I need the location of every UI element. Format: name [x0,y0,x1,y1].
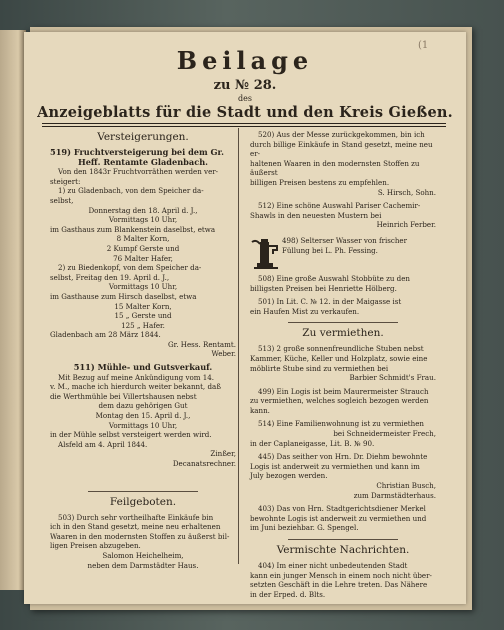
notice-508: 508) Eine große Auswahl Stobbüte zu den billigsten Preisen bei Henriette Hölberg. [250,273,410,293]
issue-number: zu № 28. [213,78,277,93]
newspaper-page [24,32,466,604]
section-heading: Feilgeboten. [109,495,177,508]
section-separator [288,539,398,540]
notice-445: 445) Das seither von Hrn. Dr. Diehm bewohnte Logis ist anderweit zu vermiethen und kann im July bezogen werden. Christian Busch, zum Darmstädterhaus. [250,452,436,500]
notice-404: 404) Im einer nicht unbedeutenden Stadt kann ein junger Mensch in einem noch nicht über- setzten Geschäft in die Lehre treten. Das Nähere in der Erped. d. Blts. [250,561,432,599]
left-column [50,130,236,570]
notice-403: 403) Das von Hrn. Stadtgerichtsdiener Merkel bewohnte Logis ist anderweit zu vermiethen und im Juni beziehbar. G. Spengel. [250,504,427,533]
notice-498-text: 498) Selterser Wasser von frischer Füllung bei L. Ph. Fessing. [282,235,407,255]
header-rule-thin [42,126,446,127]
notice-514: 514) Eine Familienwohnung ist zu vermiethen bei Schneidermeister Frech, in der Caplaneigasse, Lit. B. № 90. [250,419,436,448]
notice-519: 519) Fruchtversteigerung bei dem Gr. Heff. Rentamte Gladenbach. Von den 1843r Fruchtvorräthen werden ver- steigert: 1) zu Gladenbach, von dem Speicher da- selbst, Donnerstag den 18. April d. J., Vormittags 10 Uhr, im Gasthaus zum Blankenstein daselbst, etwa 8 Malter Korn, 2 Kumpf Gerste und 76 Malter Hafer, 2) zu Biedenkopf, von dem Speicher da- selbst, Freitag den 19. April d. J., Vormittags 10 Uhr, im Gasthause zum Hirsch daselbst, etwa 15 Malter Korn, 15 „ Gerste und 125 „ Hafer. Gladenbach am 28 März 1844. Gr. Hess. Rentamt. Weber. [50,147,236,359]
notice-501: 501) In Lit. C. № 12. in der Maigasse ist ein Haufen Mist zu verkaufen. [250,297,402,316]
section-heading: Zu vermiethen. [302,327,384,340]
section-heading: Vermischte Nachrichten. [276,544,410,556]
section-heading: Versteigerungen. [97,131,189,143]
right-column [250,130,436,599]
column-divider [238,128,239,564]
notice-513: 513) 2 große sonnenfreundliche Stuben nebst Kammer, Küche, Keller und Holzplatz, sowie eine möblirte Stube sind zu vermiethen bei Barbier Schmidt's Frau. [250,344,436,383]
section-separator [288,322,398,323]
notice-503: 503) Durch sehr vortheilhafte Einkäufe bin ich in den Stand gesetzt, meine neu erhaltenen Waaren in den modernsten Stoffen zu äußerst bil- ligen Preisen abzugeben. Salomon Heichelheim, neben dem Darmstädter Haus. [50,512,230,570]
notice-511: 511) Mühle- und Gutsverkauf. Mit Bezug auf meine Ankündigung vom 14. v. M., mache ich hierdurch weiter bekannt, daß die Werthmühle bei Villertshausen nebst dem dazu gehörigen Gut Montag den 15. April d. J., Vormittags 10 Uhr, in der Mühle selbst versteigert werden wird. Alsfeld am 4. April 1844. Zinßer, Decanatsrechner. [50,362,236,468]
header-rule [42,123,446,124]
notice-520: 520) Aus der Messe zurückgekommen, bin ich durch billige Einkäufe in Stand gesetzt, meine neu er- haltenen Waaren in den modernsten Stoffen zu äußerst billigen Preisen bestens zu empfehlen. S. Hirsch, Sohn. [250,130,436,197]
masthead-des: des [238,94,252,103]
notice-499: 499) Ein Logis ist beim Maurermeister Strauch zu vermiethen, welches sogleich bezogen werden kann. [250,386,429,415]
left-page-edge [0,30,26,590]
water-pump-icon [250,236,282,270]
page-mark: (1 [418,40,429,51]
notice-498 [250,236,436,270]
masthead-title: Beilage [176,46,314,75]
notice-512: 512) Eine schöne Auswahl Pariser Cachemir- Shawls in den neuesten Mustern bei Heinrich Ferber. [250,201,436,230]
section-separator [88,491,198,492]
masthead-subtitle: Anzeigeblatts für die Stadt und den Kreis Gießen. [37,104,453,121]
